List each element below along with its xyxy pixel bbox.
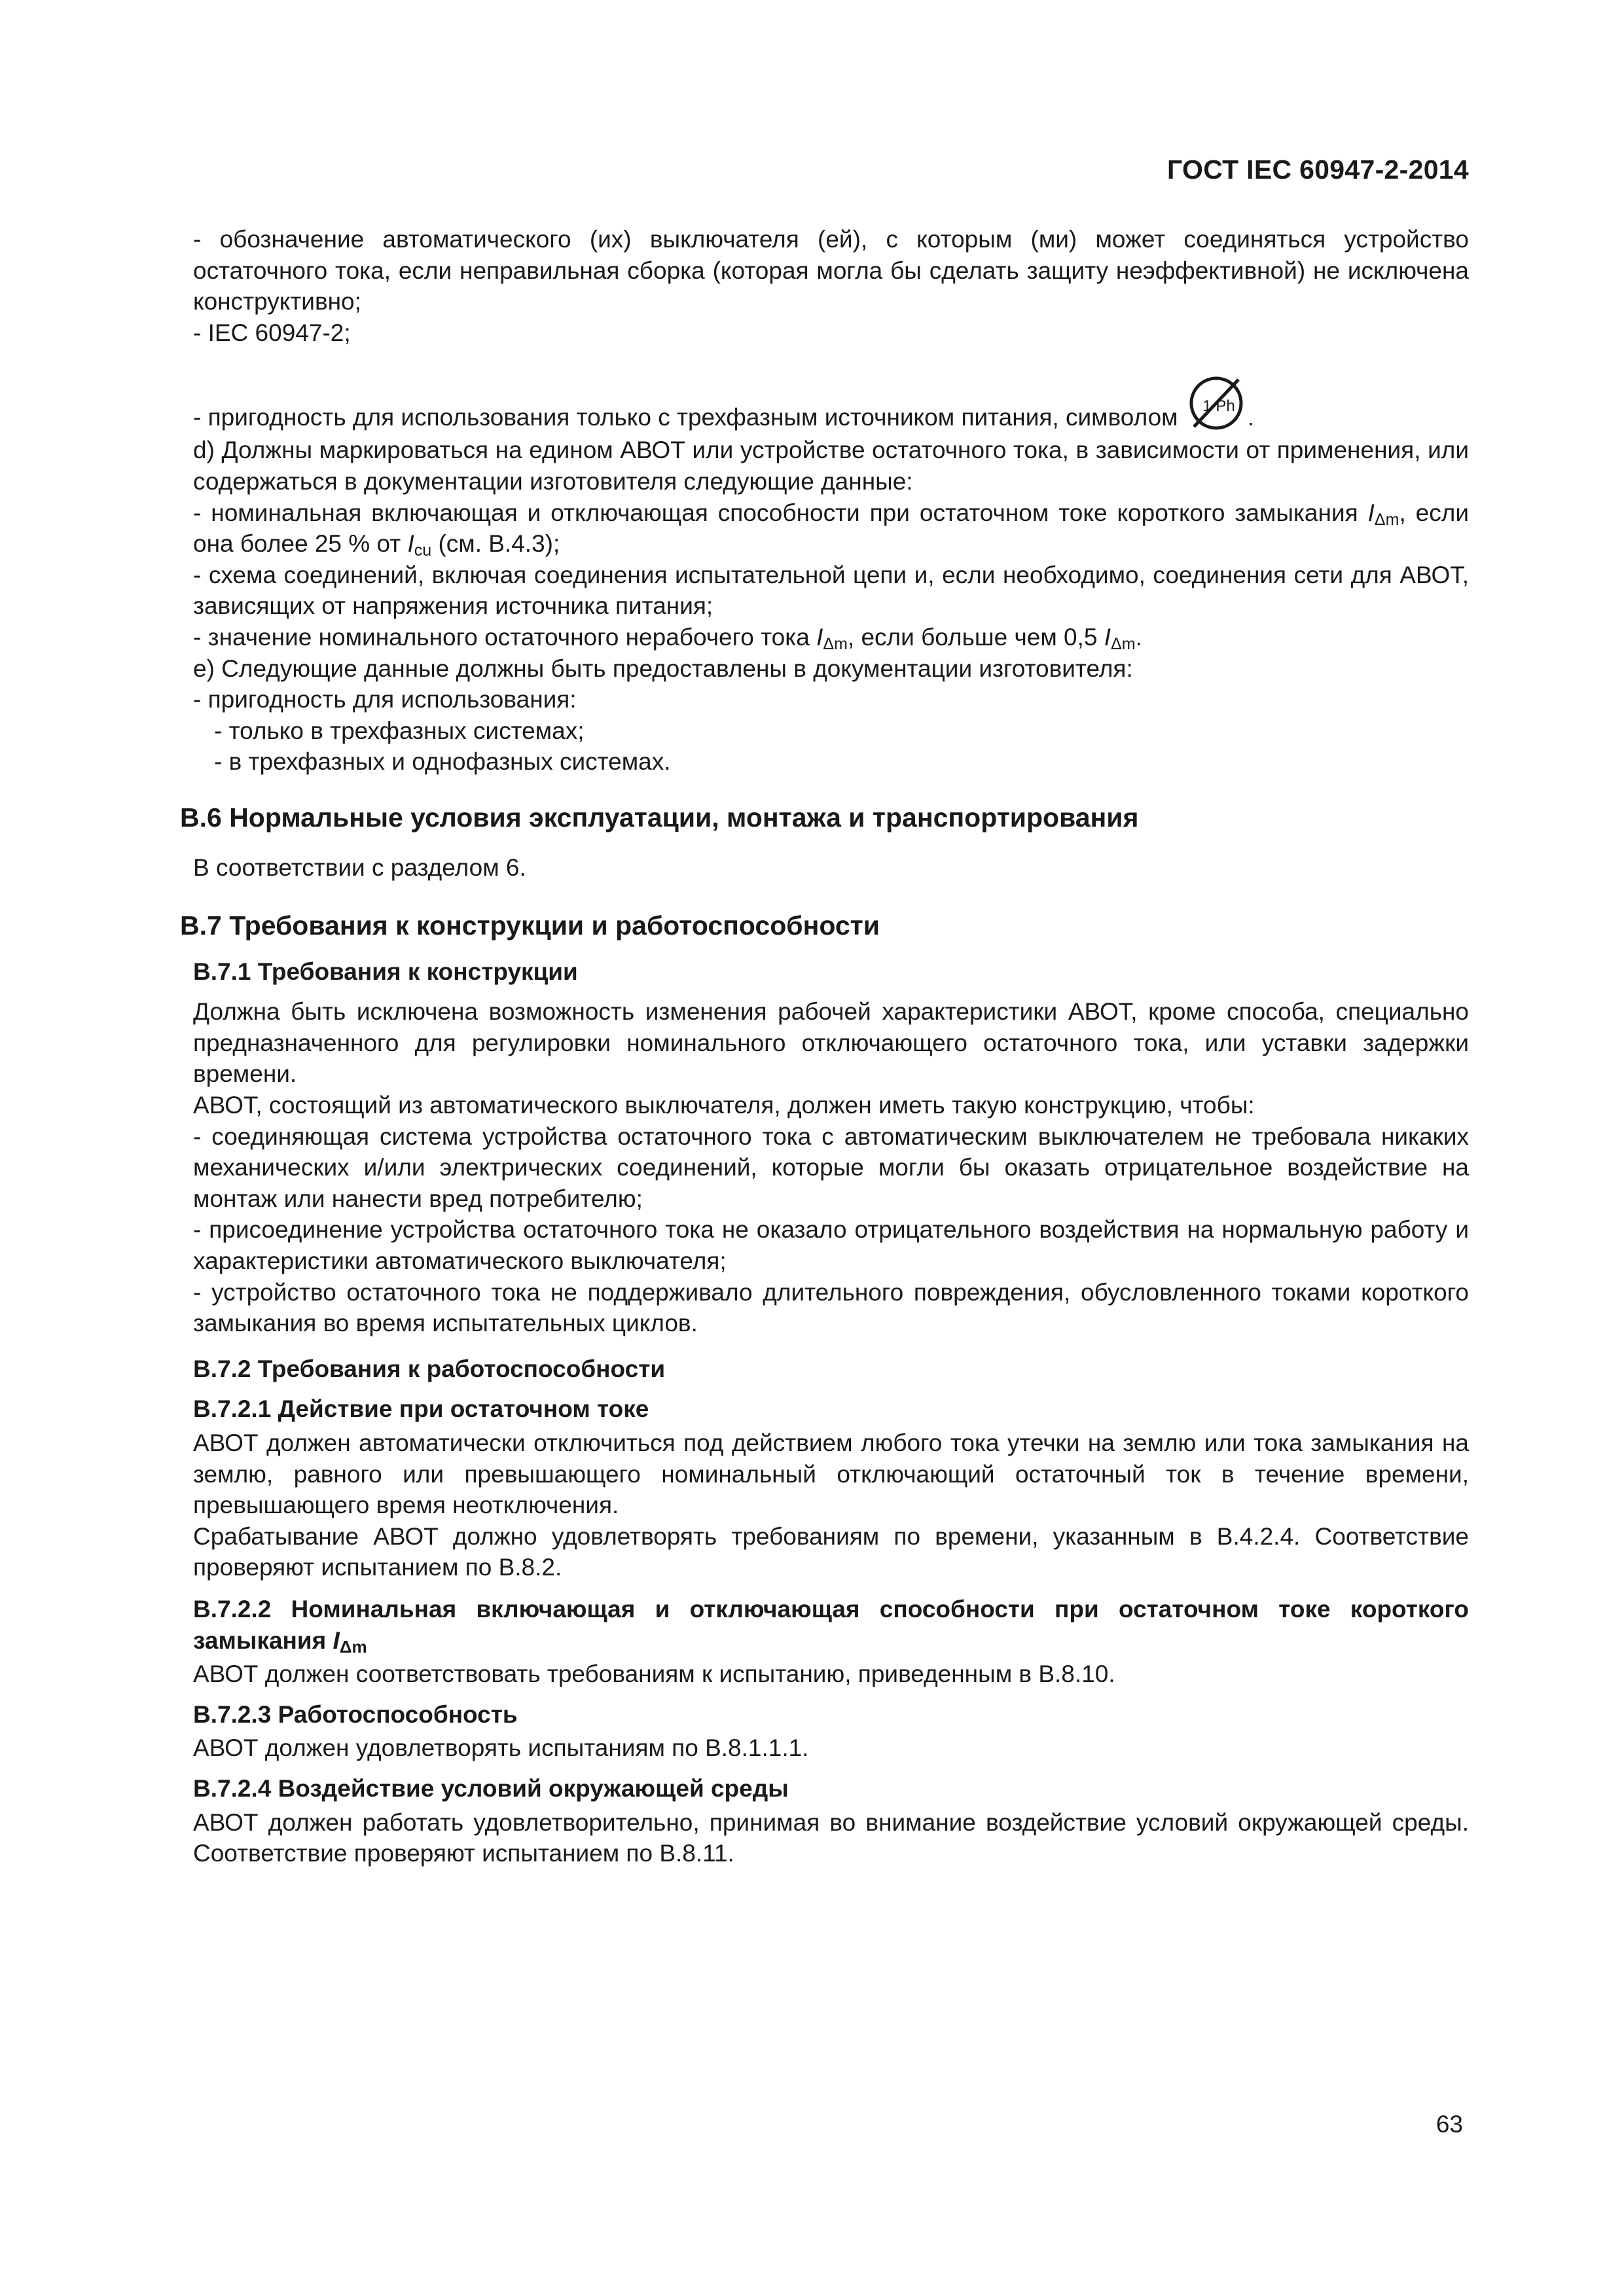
paragraph: АВОТ должен соответствовать требованиям к испытанию, приведенным в В.8.10. <box>193 1660 1115 1688</box>
paragraph: АВОТ, состоящий из автоматического выключателя, должен иметь такую конструкцию, чтобы: <box>193 1092 1255 1119</box>
paragraph: - номинальная включающая и отключающая способности при остаточном токе короткого замыкания $I_{\Delta m}$, если она более 25 % от $I_{cu}$ (см. В.4.3); <box>193 499 1470 560</box>
list-item: - только в трехфазных системах; <box>214 717 585 744</box>
section-heading: В.6 Нормальные условия эксплуатации, монтажа и транспортирования <box>180 802 1139 833</box>
subsection-heading: В.7.2.4 Воздействие условий окружающей среды <box>193 1774 789 1802</box>
paragraph-end: . <box>1247 404 1254 431</box>
subscript: cu <box>414 541 432 560</box>
paragraph: - устройство остаточного тока не поддерживало длительного повреждения, обусловленного токами короткого замыкания во время испытательных циклов. <box>193 1278 1469 1337</box>
subscript: Δm <box>823 634 848 653</box>
symbol-i: I <box>1367 499 1375 526</box>
paragraph: - значение номинального остаточного нерабочего тока $I_{\Delta m}$, если больше чем 0,5 $I_{\Delta m}$. <box>193 623 1142 653</box>
symbol-label: 1 Ph <box>1202 397 1235 416</box>
paragraph: Срабатывание АВОТ должно удовлетворять требованиям по времени, указанным в В.4.2.4. Соответствие проверяют испытанием по В.8.2. <box>193 1522 1469 1581</box>
page-content <box>180 224 1469 1869</box>
paragraph: АВОТ должен работать удовлетворительно, принимая во внимание воздействие условий окружающей среды. Соответствие проверяют испытанием по В.8.11. <box>193 1808 1469 1867</box>
page-number: 63 <box>1435 2111 1463 2138</box>
subsection-heading: В.7.2.2 Номинальная включающая и отключающая способности при остаточном токе короткого замыкания IΔm <box>193 1595 1469 1657</box>
subsection-heading: В.7.2 Требования к работоспособности <box>193 1355 666 1382</box>
paragraph-text: - пригодность для использования только с трехфазным источником питания, символом <box>193 404 1178 431</box>
paragraph: Должна быть исключена возможность изменения рабочей характеристики АВОТ, кроме способа, специально предназначенного для регулировки номинального отключающего остаточного тока, или уставки задержки времени. <box>193 998 1469 1088</box>
subscript: Δm <box>1111 634 1136 653</box>
subscript: Δm <box>339 1636 367 1657</box>
paragraph: d) Должны маркироваться на едином АВОТ или устройстве остаточного тока, в зависимости от применения, или содержаться в документации изготовителя следующие данные: <box>193 437 1469 495</box>
paragraph: В соответствии с разделом 6. <box>193 853 526 881</box>
paragraph: АВОТ должен удовлетворять испытаниям по В.8.1.1.1. <box>193 1734 809 1762</box>
symbol-i: I <box>407 530 414 558</box>
subscript: Δm <box>1374 510 1399 529</box>
paragraph: - пригодность для использования: <box>193 686 577 713</box>
paragraph-with-symbol <box>180 372 1469 435</box>
paragraph: - обозначение автоматического (их) выключателя (ей), с которым (ми) может соединяться устройство остаточного тока, если неправильная сборка (которая могла бы сделать защиту неэффективной) не исключена конструктивно; <box>193 226 1469 315</box>
paragraph: АВОТ должен автоматически отключиться под действием любого тока утечки на землю или тока замыкания на землю, равного или превышающего номинальный отключающий остаточный ток в течение времени, превышающего время неотключения. <box>193 1429 1469 1519</box>
paragraph: e) Следующие данные должны быть предоставлены в документации изготовителя: <box>193 655 1133 682</box>
paragraph: - соединяющая система устройства остаточного тока с автоматическим выключателем не требовала никаких механических и/или электрических соединений, которые могли бы оказать отрицательное воздействие на монтаж или нанести вред потребителю; <box>193 1122 1469 1212</box>
symbol-i: I <box>1104 623 1111 651</box>
subsection-heading: В.7.2.1 Действие при остаточном токе <box>193 1395 649 1423</box>
paragraph: - схема соединений, включая соединения испытательной цепи и, если необходимо, соединения сети для АВОТ, зависящих от напряжения источника питания; <box>193 561 1469 620</box>
list-item: - в трехфазных и однофазных системах. <box>214 748 671 776</box>
subsection-heading: В.7.1 Требования к конструкции <box>193 958 578 985</box>
paragraph: - присоединение устройства остаточного тока не оказало отрицательного воздействия на нормальную работу и характеристики автоматического выключателя; <box>193 1216 1469 1275</box>
subsection-heading: В.7.2.3 Работоспособность <box>193 1700 518 1728</box>
three-phase-only-symbol <box>1185 372 1248 435</box>
section-heading: В.7 Требования к конструкции и работоспособности <box>180 910 880 941</box>
paragraph: - IEC 60947-2; <box>193 319 351 346</box>
document-id: ГОСТ IEC 60947-2-2014 <box>1167 154 1469 185</box>
symbol-i: I <box>333 1626 340 1654</box>
symbol-i: I <box>816 623 823 651</box>
